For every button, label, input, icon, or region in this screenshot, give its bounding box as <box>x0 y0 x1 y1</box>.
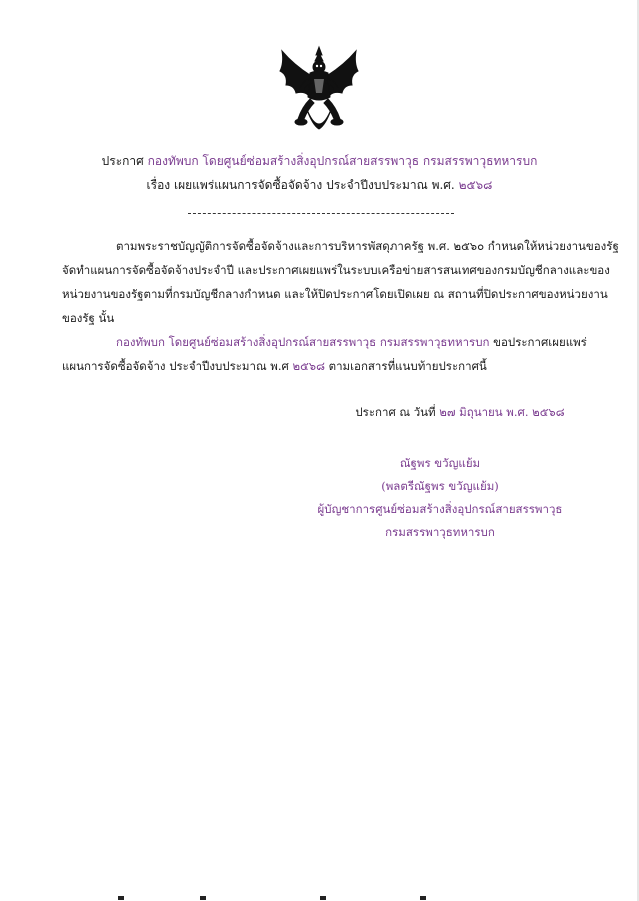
paragraph-line: ตามพระราชบัญญัติการจัดซื้อจัดจ้างและการบริหารพัสดุภาครัฐ พ.ศ. ๒๕๖๐ กำหนดให้หน่วยงานของรัฐ <box>116 239 619 253</box>
divider-line <box>188 213 454 214</box>
signer-position: ผู้บัญชาการศูนย์ซ่อมสร้างสิ่งอุปกรณ์สายสรรพาวุธ <box>317 502 563 516</box>
date-prefix: ประกาศ ณ วันที่ <box>355 405 436 419</box>
paragraph-text: ขอประกาศเผยแพร่ <box>489 335 587 349</box>
paragraph-year: ๒๕๖๘ <box>292 359 325 373</box>
paragraph-org: กองทัพบก โดยศูนย์ซ่อมสร้างสิ่งอุปกรณ์สายสรรพาวุธ กรมสรรพาวุธทหารบก <box>116 335 490 349</box>
garuda-emblem-icon <box>276 45 362 141</box>
paragraph-text: ตามเอกสารที่แนบท้ายประกาศนี้ <box>324 359 487 373</box>
announcement-subject <box>0 177 639 193</box>
announcement-date <box>310 404 610 422</box>
signature-block <box>290 452 590 544</box>
date-value: ๒๗ มิถุนายน พ.ศ. ๒๕๖๘ <box>439 405 565 419</box>
announcement-title <box>0 153 639 169</box>
body-paragraph-1 <box>62 234 619 330</box>
signer-full-name: (พลตรีณัฐพร ขวัญแย้ม) <box>381 479 499 493</box>
subject-year: ๒๕๖๘ <box>458 178 493 192</box>
body-paragraph-2 <box>62 330 587 378</box>
page-bottom-edge <box>0 896 639 901</box>
announce-prefix: ประกาศ <box>101 154 144 168</box>
signer-department: กรมสรรพาวุธทหารบก <box>385 525 495 539</box>
signer-name: ณัฐพร ขวัญแย้ม <box>399 456 481 470</box>
paragraph-line: จัดทำแผนการจัดซื้อจัดจ้างประจำปี และประกาศเผยแพร่ในระบบเครือข่ายสารสนเทศของกรมบัญชีกลางและของ <box>62 263 610 277</box>
announce-org: กองทัพบก โดยศูนย์ซ่อมสร้างสิ่งอุปกรณ์สายสรรพาวุธ กรมสรรพาวุธทหารบก <box>147 154 538 168</box>
paragraph-line: ของรัฐ นั้น <box>62 311 115 325</box>
paragraph-line: หน่วยงานของรัฐตามที่กรมบัญชีกลางกำหนด และให้ปิดประกาศโดยเปิดเผย ณ สถานที่ปิดประกาศของหน่วยงาน <box>62 287 608 301</box>
paragraph-line <box>62 330 587 354</box>
subject-text: เรื่อง เผยแพร่แผนการจัดซื้อจัดจ้าง ประจำปีงบประมาณ พ.ศ. <box>146 178 455 192</box>
paragraph-text: แผนการจัดซื้อจัดจ้าง ประจำปีงบประมาณ พ.ศ <box>62 359 289 373</box>
paragraph-line <box>62 354 582 378</box>
